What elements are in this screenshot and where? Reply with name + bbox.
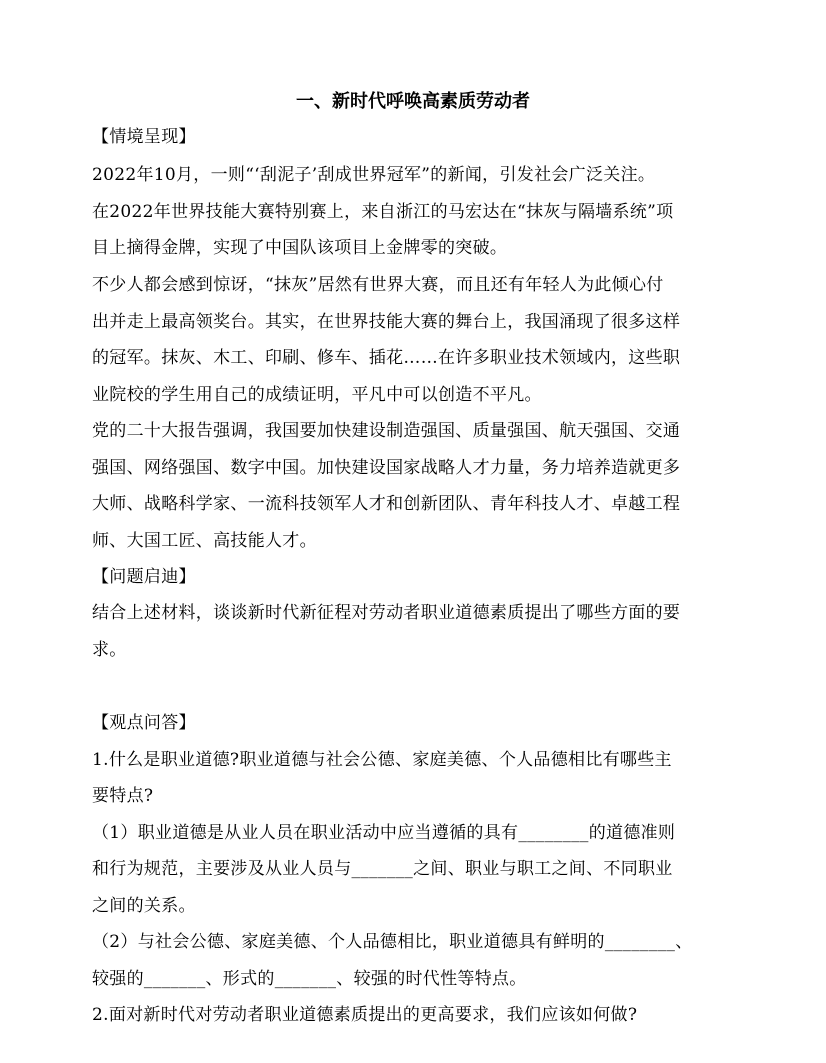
- situation-line: 党的二十大报告强调，我国要加快建设制造强国、质量强国、航天强国、交通: [92, 421, 681, 441]
- question-line: 结合上述材料，谈谈新时代新征程对劳动者职业道德素质提出了哪些方面的要: [92, 603, 681, 623]
- situation-line: 师、大国工匠、高技能人才。: [92, 531, 317, 551]
- situation-line: 2022年10月，一则“‘刮泥子’刮成世界冠军”的新闻，引发社会广泛关注。: [92, 165, 656, 185]
- situation-line: 出并走上最高领奖台。其实，在世界技能大赛的舞台上，我国涌现了很多这样: [92, 312, 681, 332]
- question-line: 求。: [92, 640, 127, 660]
- situation-line: 强国、网络强国、数字中国。加快建设国家战略人才力量，务力培养造就更多: [92, 458, 681, 478]
- answer-line: 要特点?: [92, 786, 154, 806]
- situation-heading: 【情境呈现】: [92, 127, 196, 147]
- situation-line: 大师、战略科学家、一流科技领军人才和创新团队、青年科技人才、卓越工程: [92, 494, 681, 514]
- answer-line: 2.面对新时代对劳动者职业道德素质提出的更高要求，我们应该如何做?: [92, 1005, 638, 1025]
- answer-line: 1.什么是职业道德?职业道德与社会公德、家庭美德、个人品德相比有哪些主: [92, 750, 672, 770]
- answer-line: （2）与社会公德、家庭美德、个人品德相比，职业道德具有鲜明的________、: [92, 932, 693, 952]
- document-title: 一、新时代呼唤高素质劳动者: [296, 91, 530, 112]
- answer-line: （1）职业道德是从业人员在职业活动中应当遵循的具有________的道德准则: [92, 823, 676, 843]
- situation-line: 不少人都会感到惊讶，“抹灰”居然有世界大赛，而且还有年轻人为此倾心付: [92, 275, 664, 295]
- answer-line: 之间的关系。: [92, 896, 196, 916]
- question-heading: 【问题启迪】: [92, 567, 196, 587]
- situation-line: 的冠军。抹灰、木工、印刷、修车、插花……在许多职业技术领域内，这些职: [92, 348, 681, 368]
- answer-line: 和行为规范，主要涉及从业人员与_______之间、职业与职工之间、不同职业: [92, 859, 673, 879]
- situation-line: 业院校的学生用自己的成绩证明，平凡中可以创造不平凡。: [92, 385, 542, 405]
- answer-line: 较强的_______、形式的_______、较强的时代性等特点。: [92, 969, 527, 989]
- situation-line: 在2022年世界技能大赛特别赛上，来自浙江的马宏达在“抹灰与隔墙系统”项: [92, 202, 674, 222]
- answer-heading: 【观点问答】: [92, 713, 196, 733]
- situation-line: 目上摘得金牌，实现了中国队该项目上金牌零的突破。: [92, 238, 508, 258]
